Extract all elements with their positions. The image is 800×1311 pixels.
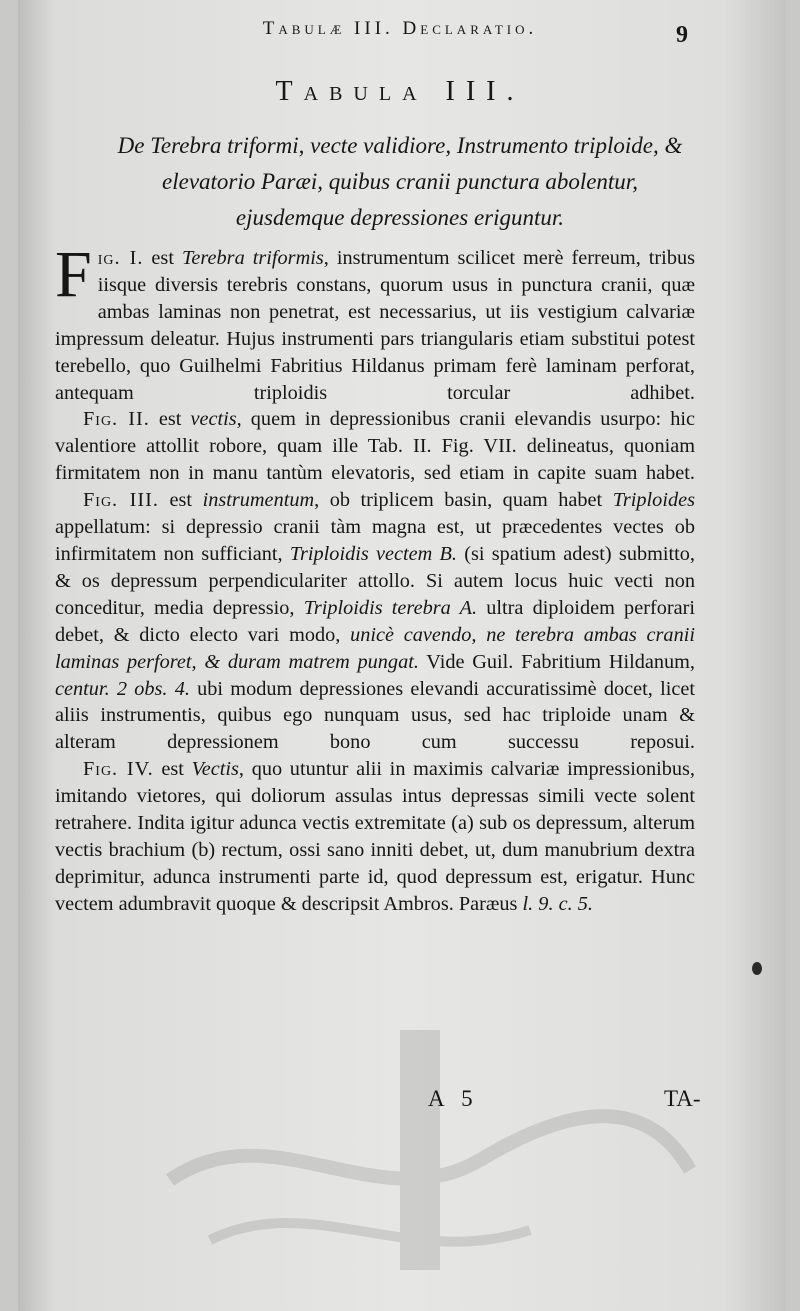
fig-term: centur. 2 obs. 4. <box>55 677 190 700</box>
fig-text: est <box>143 247 182 269</box>
signature-mark: A 5 <box>428 1086 479 1111</box>
fig-reference: l. 9. c. 5. <box>522 892 593 915</box>
fig-label: Fig. IV. <box>83 758 154 781</box>
fig-text: , quo utuntur alii in maximis calvariæ impressionibus, imitando vietores, qui doliorum assulas intus depressas simili vecte solent retrahere. Indita igitur adunca vectis extremitate (a) sub os depressum, alterum vectis brachium (b) rectum, ossi sano inniti debet, ut, dum manubrium dextra deprimitur, adunca instrumenti parte id, quod depressum est, erigatur. Hunc vectem adumbravit quoque & descripsit Ambros. Paræus <box>55 758 695 915</box>
catchword: TA- <box>664 1086 701 1111</box>
fig-term: Terebra triformis <box>181 247 324 269</box>
fig-label: ig. I. <box>97 247 144 269</box>
subtitle-line-3: ejusdemque depressiones eriguntur. <box>235 205 565 230</box>
drop-cap: F <box>55 238 92 311</box>
fig-text: est <box>149 408 191 431</box>
fig-text: , quem in depressionibus cranii elevandis usurpo: hic valentiore attollit robore, quam ille Tab. II. Fig. VII. delineatus, quoniam firmitatem non in manu tantùm elevatoris, sed etiam in capite suam habet. <box>55 408 695 485</box>
paragraph-fig-1 <box>55 238 695 406</box>
paragraph-fig-4 <box>55 756 695 917</box>
subtitle-line-2: elevatorio Paræi, quibus cranii punctura abolentur, <box>162 169 638 194</box>
fig-term: unicè cavendo, ne terebra ambas cranii laminas perforet, & duram matrem pungat. <box>55 623 695 673</box>
subtitle <box>50 128 750 236</box>
running-head: Tabulæ III. Declaratio. <box>262 18 538 39</box>
fig-text: appellatum: si depressio cranii tàm magna est, ut præcedentes vectes ob infirmitatem non sufficiant, <box>55 516 695 565</box>
fig-term: Triploides <box>612 489 695 512</box>
fig-text: , ob triplicem basin, quam habet <box>314 489 613 512</box>
fig-text: Vide Guil. Fabritium Hildanum, <box>418 650 696 673</box>
body-text <box>55 238 696 918</box>
fig-text: , instrumentum scilicet merè ferreum, tribus iisque diversis terebris constans, quorum usus in punctura cranii, quæ ambas laminas non penetrat, est necessarius, ut iis vestigium calvariæ impressum deleatur. Hujus instrumenti pars triangularis etiam substitui potest terebello, quo Guilhelmi Fabritius Hildanus primam ferè laminam perforat, antequam triploidis torcular adhibet. <box>55 247 695 404</box>
fig-label: Fig. II. <box>83 408 150 431</box>
fig-text: (si spatium adest) submitto, & os depressum perpendiculariter attollo. Si autem locus huic vecti non conceditur, media depressio, <box>55 542 695 619</box>
fig-label: Fig. III. <box>83 489 159 512</box>
fig-text: est <box>153 758 192 781</box>
fig-term: Triploidis terebra A. <box>303 596 478 619</box>
fig-term: Triploidis vectem B. <box>289 542 457 565</box>
fig-term: Vectis <box>191 758 239 781</box>
paragraph-fig-2 <box>55 406 695 487</box>
fig-term: vectis <box>190 408 237 431</box>
subtitle-line-1: De Terebra triformi, vecte validiore, Instrumento triploide, & <box>117 133 683 158</box>
paragraph-fig-3 <box>55 487 695 756</box>
fig-text: est <box>158 489 203 512</box>
fig-text: ubi modum depressiones elevandi accuratissimè docet, licet aliis instrumentis, quibus ego nunquam usus, sed hac triploide unam & alteram depressionem bono cum successu reposui. <box>55 677 695 754</box>
page-number: 9 <box>676 22 688 48</box>
plate-title: Tabula III. <box>275 76 525 107</box>
ink-stain <box>752 962 762 975</box>
fig-text: ultra diploidem perforari debet, & dicto electo vari modo, <box>55 596 695 646</box>
fig-term: instrumentum <box>202 489 315 512</box>
